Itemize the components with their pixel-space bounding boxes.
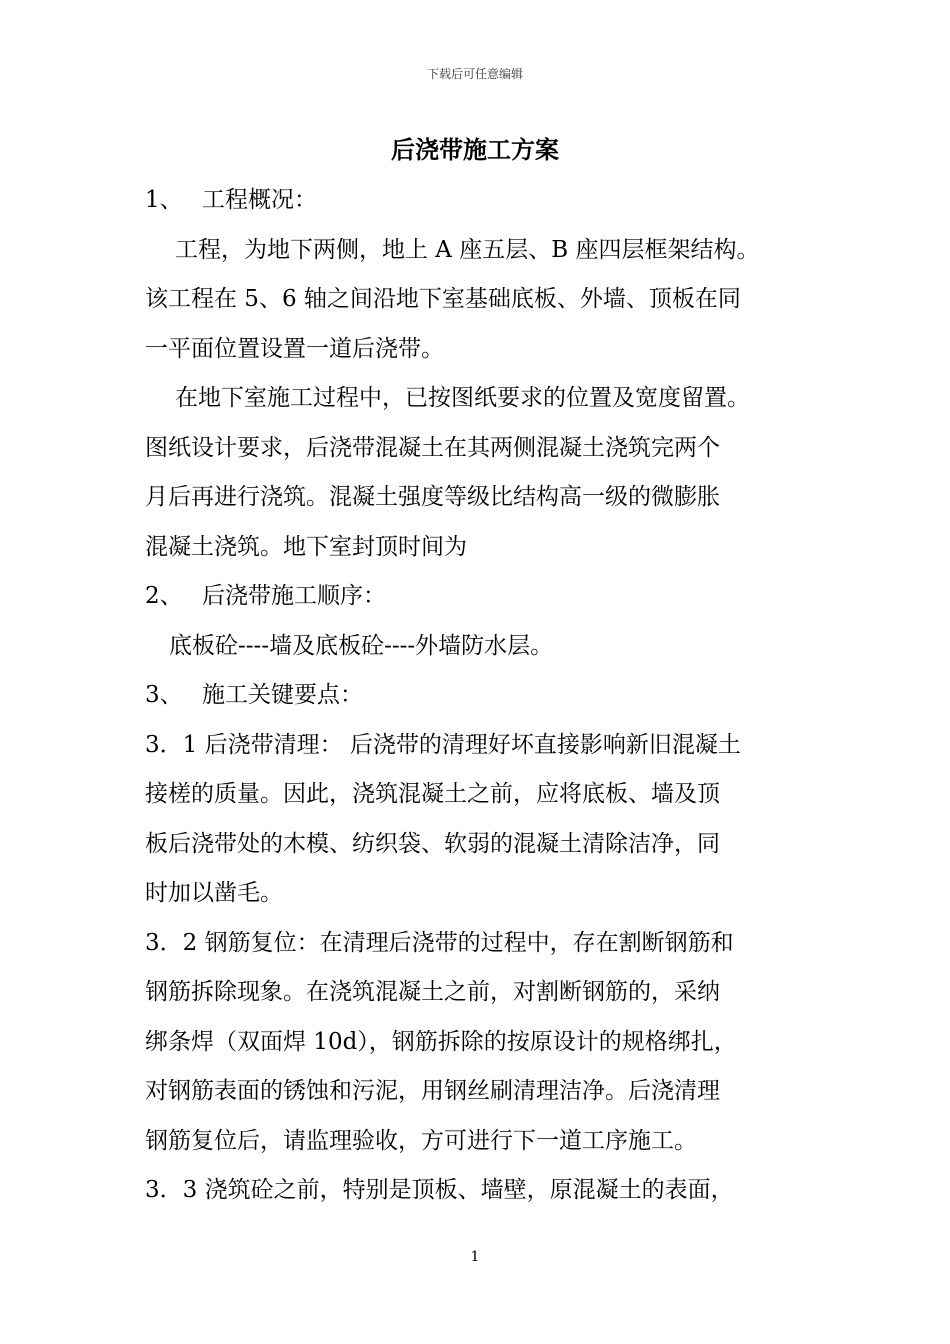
section-number: 3、	[145, 682, 183, 708]
document-title: 后浇带施工方案	[391, 135, 559, 164]
paragraph-line: 接槎的质量。因此，浇筑混凝土之前，应将底板、墙及顶	[145, 781, 720, 807]
paragraph-line: 混凝土浇筑。地下室封顶时间为	[145, 533, 467, 560]
section-number: 2、	[145, 583, 183, 609]
paragraph-line: 对钢筋表面的锈蚀和污泥，用钢丝刷清理洁净。后浇清理	[145, 1078, 720, 1104]
section-heading-1	[145, 176, 815, 226]
paragraph-line: 绑条焊（双面焊 10d），钢筋拆除的按原设计的规格绑扎，	[145, 1028, 737, 1055]
paragraph-line: 钢筋拆除现象。在浇筑混凝土之前，对割断钢筋的，采纳	[145, 979, 720, 1005]
header-note: 下载后可任意编辑	[426, 67, 523, 81]
paragraph-line: 底板砼----墙及底板砼----外墙防水层。	[169, 632, 554, 659]
section-title: 后浇带施工顺序：	[202, 583, 386, 609]
paragraph-line: 3．1 后浇带清理： 后浇带的清理好坏直接影响新旧混凝土	[145, 731, 741, 758]
section-title: 施工关键要点：	[202, 682, 363, 708]
paragraph-line: 钢筋复位后，请监理验收，方可进行下一道工序施工。	[145, 1127, 697, 1154]
section-heading-2	[145, 572, 815, 622]
page-number: 1	[470, 1249, 480, 1265]
paragraph-line: 该工程在 5、6 轴之间沿地下室基础底板、外墙、顶板在同	[145, 286, 741, 312]
document-body	[145, 176, 815, 1216]
paragraph-line: 时加以凿毛。	[145, 880, 283, 906]
paragraph-line: 工程，为地下两侧，地上 A 座五层、B 座四层框架结构。	[175, 236, 760, 263]
paragraph-line: 图纸设计要求，后浇带混凝土在其两侧混凝土浇筑完两个	[145, 434, 720, 461]
paragraph-line: 一平面位置设置一道后浇带。	[145, 335, 444, 362]
paragraph-line: 3．3 浇筑砼之前，特别是顶板、墙壁，原混凝土的表面，	[145, 1177, 734, 1203]
paragraph-line: 板后浇带处的木模、纺织袋、软弱的混凝土清除洁净，同	[145, 830, 720, 857]
paragraph-line: 在地下室施工过程中，已按图纸要求的位置及宽度留置。	[175, 385, 750, 411]
paragraph-line: 3．2 钢筋复位：在清理后浇带的过程中，存在割断钢筋和	[145, 929, 734, 956]
section-title: 工程概况：	[202, 187, 317, 213]
paragraph-line: 月后再进行浇筑。混凝土强度等级比结构高一级的微膨胀	[145, 484, 720, 510]
section-number: 1、	[145, 187, 183, 213]
section-heading-3	[145, 671, 815, 721]
